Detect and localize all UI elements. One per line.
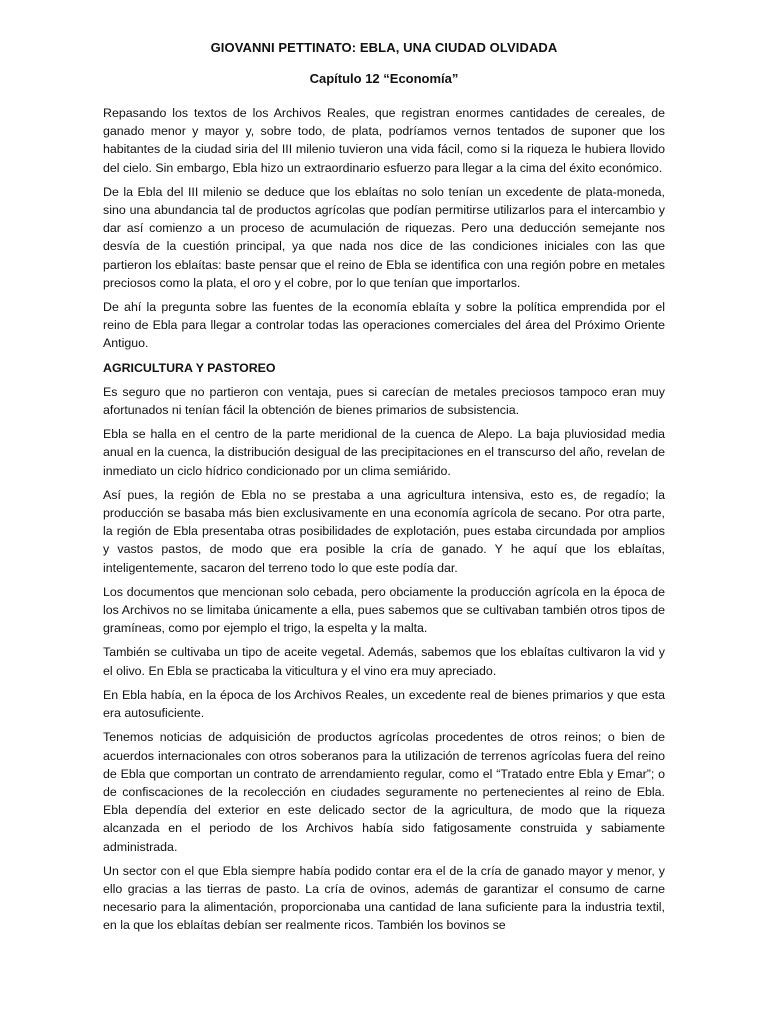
paragraph-section-8: Un sector con el que Ebla siempre había podido contar era el de la cría de ganado mayor y menor, y ello gracias a las tierras de pasto. La cría de ovinos, además de garantizar el consumo de carne necesario para la alimentación, proporcionaba una cantidad de lana suficiente para la industria textil, en la que los eblaítas debían ser realmente ricos. También los bovinos se: [103, 863, 665, 933]
section-heading: AGRICULTURA Y PASTOREO: [103, 360, 276, 375]
paragraph-intro-2: De la Ebla del III milenio se deduce que los eblaítas no solo tenían un excedente de plata-moneda, sino una abundancia tal de productos agrícolas que podían permitirse utilizarlos para el intercambio y dar así comienzo a un proceso de acumulación de riquezas. Pero una deducción semejante nos desvía de la cuestión principal, ya que nada nos dice de las condiciones iniciales con las que partieron los eblaítas: baste pensar que el reino de Ebla se identifica con una región pobre en metales preciosos como la plata, el oro y el cobre, por lo que tenían que importarlos.: [103, 184, 665, 290]
paragraph-section-6: En Ebla había, en la época de los Archivos Reales, un excedente real de bienes primarios y que esta era autosuficiente.: [103, 687, 665, 721]
paragraph-section-3: Así pues, la región de Ebla no se prestaba a una agricultura intensiva, esto es, de regadío; la producción se basaba más bien exclusivamente en una economía agrícola de secano. Por otra parte, la región de Ebla presentaba otras posibilidades de explotación, pues estaba circundada por amplios y vastos pastos, de modo que era posible la cría de ganado. Y he aquí que los eblaítas, inteligentemente, sacaron del terreno todo lo que este podía dar.: [103, 487, 665, 575]
paragraph-section-4: Los documentos que mencionan solo cebada, pero obciamente la producción agrícola en la época de los Archivos no se limitaba únicamente a ella, pues sabemos que se cultivaban también otros tipos de gramíneas, como por ejemplo el trigo, la espelta y la malta.: [103, 584, 665, 636]
paragraph-intro-1: Repasando los textos de los Archivos Reales, que registran enormes cantidades de cereales, de ganado menor y mayor y, sobre todo, de plata, podríamos vernos tentados de suponer que los habitantes de la ciudad siria del III milenio tuvieron una vida fácil, como si la riqueza le hubiera llovido del cielo. Sin embargo, Ebla hizo un extraordinario esfuerzo para llegar a la cima del éxito económico.: [103, 106, 665, 175]
chapter-title: Capítulo 12 “Economía”: [309, 71, 459, 86]
paragraph-section-2: Ebla se halla en el centro de la parte meridional de la cuenca de Alepo. La baja pluviosidad media anual en la cuenca, la distribución desigual de las precipitaciones en el transcurso del año, revelan de inmediato un ciclo hídrico condicionado por un clima semiárido.: [103, 427, 665, 478]
paragraph-section-1: Es seguro que no partieron con ventaja, pues si carecían de metales preciosos tampoco eran muy afortunados ni tenían fácil la obtención de bienes primarios de subsistencia.: [103, 384, 665, 418]
paragraph-section-5: También se cultivaba un tipo de aceite vegetal. Además, sabemos que los eblaítas cultivaron la vid y el olivo. En Ebla se practicaba la viticultura y el vino era muy apreciado.: [103, 645, 665, 678]
paragraph-intro-3: De ahí la pregunta sobre las fuentes de la economía eblaíta y sobre la política emprendida por el reino de Ebla para llegar a controlar todas las operaciones comerciales del área del Próximo Oriente Antiguo.: [103, 300, 665, 351]
paragraph-section-7: Tenemos noticias de adquisición de productos agrícolas procedentes de otros reinos; o bien de acuerdos internacionales con otros soberanos para la utilización de terrenos agrícolas fuera del reino de Ebla que comportan un contrato de arrendamiento regular, como el “Tratado entre Ebla y Emar”; o de confiscaciones de la recolección en ciudades seguramente no pertenecientes al reino de Ebla. Ebla dependía del exterior en este delicado sector de la agricultura, de modo que la riqueza alcanzada en el periodo de los Archivos había sido fatigosamente construida y sabiamente administrada.: [103, 730, 665, 854]
document-title: GIOVANNI PETTINATO: EBLA, UNA CIUDAD OLVIDADA: [210, 40, 558, 55]
